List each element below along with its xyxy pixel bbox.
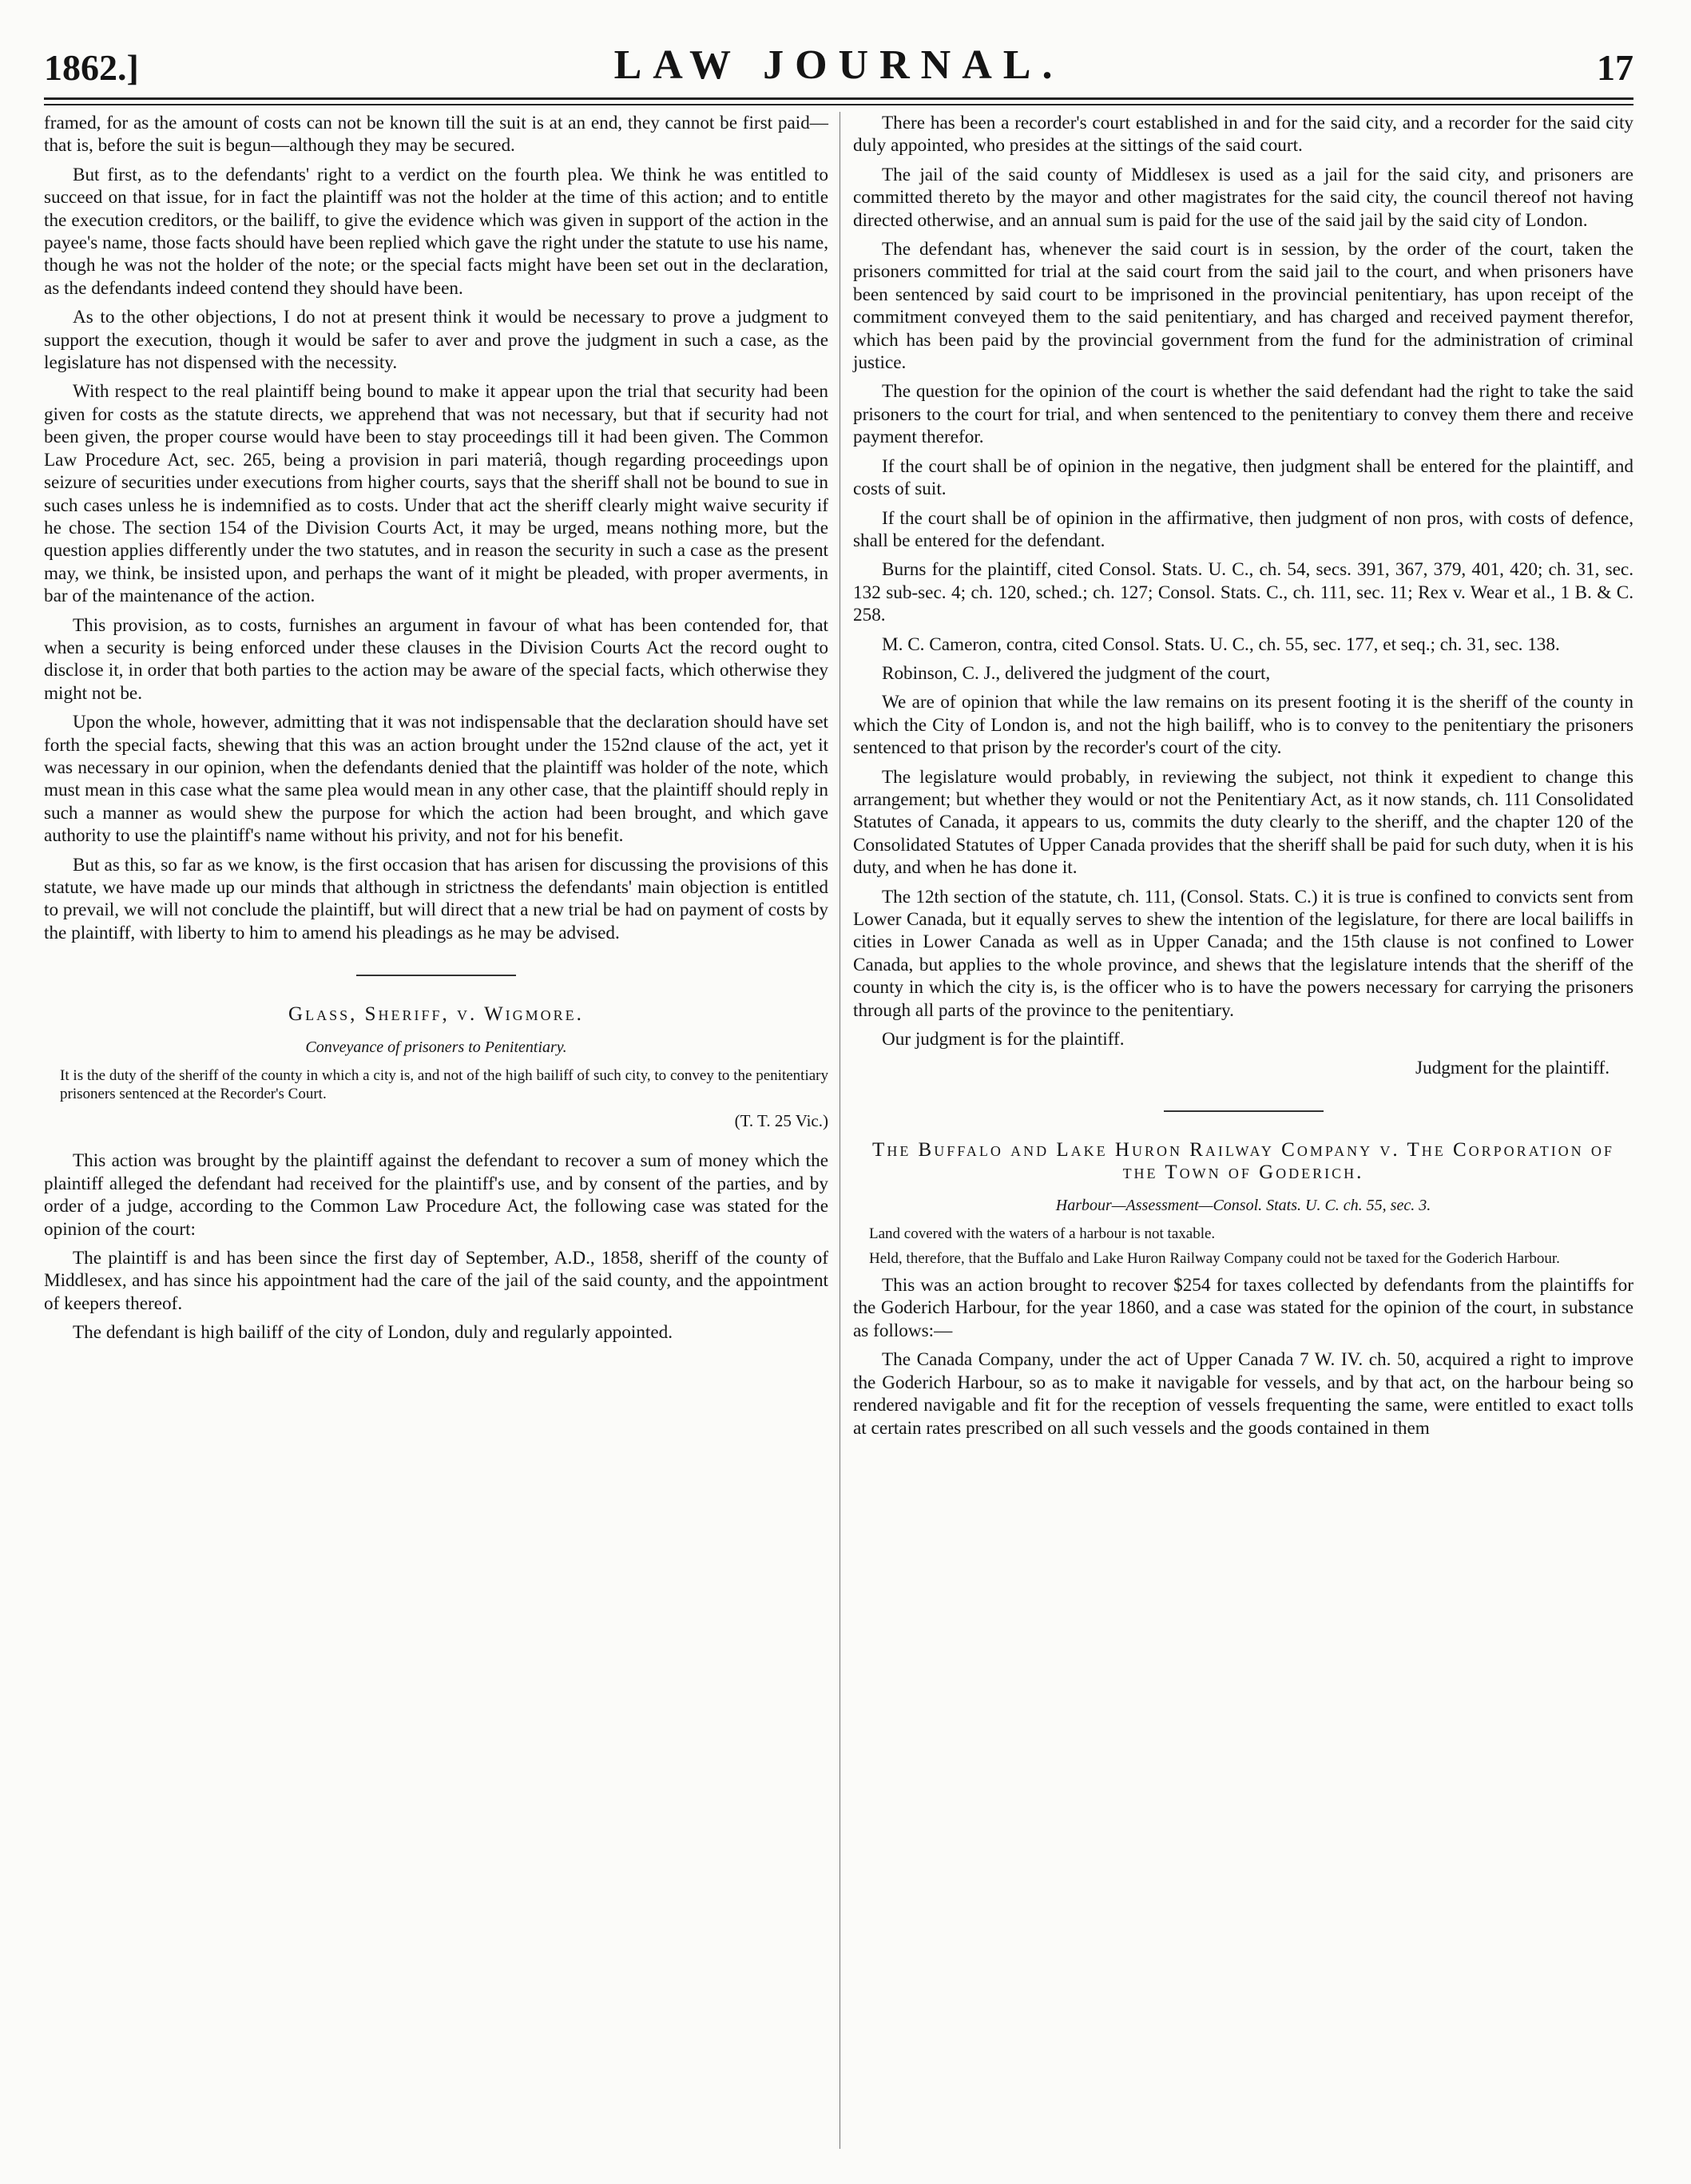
case-separator [1164, 1110, 1324, 1112]
paragraph: framed, for as the amount of costs can not be known till the suit is at an end, they cannot be first paid—that is, before the suit is begun—although they may be secured. [44, 113, 828, 157]
case-headnote: Held, therefore, that the Buffalo and Lake Huron Railway Company could not be taxed for the Goderich Harbour. [869, 1250, 1560, 1268]
paragraph: If the court shall be of opinion in the negative, then judgment shall be entered for the plaintiff, and costs of suit. [853, 455, 1633, 500]
paragraph: The 12th section of the statute, ch. 111, (Consol. Stats. C.) it is true is confined to convicts sent from Lower Canada, but it equally serves to shew the intention of the legislature, for there are local bailiffs in cities in Lower Canada as well as in Upper Canada; and the 15th clause is not confined to Lower Canada, but applies to the whole province, and shews that the legislature intends that the sheriff of the county in which the city is, is the officer who is to have the powers necessary for carrying the prisoners through all parts of the province to the penitentiary. [853, 886, 1633, 1021]
paragraph: This action was brought by the plaintiff against the defendant to recover a sum of money which the plaintiff alleged the defendant had received for the plaintiff's use, and by consent of the parties, and by order of a judge, according to the Common Law Procedure Act, the following case was stated for the opinion of the court: [44, 1150, 828, 1240]
right-column [853, 112, 1633, 1446]
case-headnote: Land covered with the waters of a harbour is not taxable. [869, 1225, 1216, 1243]
paragraph: The defendant has, whenever the said court is in session, by the order of the court, taken the prisoners committed for trial at the said court from the said jail to the court, and when prisoners have been sentenced by said court to be imprisoned in the provincial penitentiary, has upon receipt of the commitment conveyed them to the said penitentiary, and has charged and received payment therefor, which has been paid by the provincial government from the fund for the administration of criminal justice. [853, 239, 1633, 374]
paragraph: As to the other objections, I do not at present think it would be necessary to prove a judgment to support the execution, though it would be safer to aver and prove the judgment in such a case, as the legislature has not dispensed with the necessity. [44, 307, 828, 374]
paragraph: The defendant is high bailiff of the city of London, duly and regularly appointed. [73, 1322, 673, 1344]
page-number: 17 [1597, 47, 1633, 88]
case-title: Glass, Sheriff, v. Wigmore. [288, 1003, 584, 1026]
header-rule [44, 97, 1633, 100]
paragraph: The Canada Company, under the act of Upper Canada 7 W. IV. ch. 50, acquired a right to improve the Goderich Harbour, so as to make it navigable for vessels, and by that act, on the harbour being so rendered navigable and fit for the reception of vessels frequenting the same, were entitled to exact tolls at certain rates prescribed on all such vessels and the goods contained in them [853, 1349, 1633, 1439]
paragraph: Our judgment is for the plaintiff. [882, 1029, 1125, 1050]
paragraph: There has been a recorder's court established in and for the said city, and a recorder for the said city duly appointed, who presides at the sittings of the said court. [853, 113, 1633, 157]
paragraph: This provision, as to costs, furnishes an argument in favour of what has been contended for, that when a security is being enforced under these clauses in the Division Courts Act the record ought to disclose it, in order that both parties to the action may be aware of the special facts, which otherwise they might not be. [44, 614, 828, 704]
paragraph: Upon the whole, however, admitting that it was not indispensable that the declaration should have set forth the special facts, shewing that this was an action brought under the 152nd clause of the act, yet it was necessary in our opinion, when the defendants denied that the plaintiff was holder of the note, which must mean in this case what the same plea would mean in any other case, that the plaintiff should reply in such a manner as would shew the purpose for which the action had been brought, and which gave authority to use the plaintiff's name without his privity, and not for his benefit. [44, 712, 828, 847]
case-citation: (T. T. 25 Vic.) [734, 1111, 828, 1131]
case-headnote: It is the duty of the sheriff of the county in which a city is, and not of the high bailiff of such city, to convey to the penitentiary prisoners sentenced at the Recorder's Court. [60, 1067, 828, 1103]
paragraph: The question for the opinion of the court is whether the said defendant had the right to take the said prisoners to the court for trial, and when sentenced to the penitentiary to convey them there and receive payment therefor. [853, 381, 1633, 448]
paragraph: The jail of the said county of Middlesex is used as a jail for the said city, and prisoners are committed thereto by the mayor and other magistrates for the said city, the council thereof not having directed otherwise, and an annual sum is paid for the use of the said jail by the said city of London. [853, 164, 1633, 231]
paragraph: The legislature would probably, in reviewing the subject, not think it expedient to change this arrangement; but whether they would or not the Penitentiary Act, as it now stands, ch. 111 Consolidated Statutes of Canada, it appears to us, commits the duty clearly to the sheriff, and the chapter 120 of the Consolidated Statutes of Upper Canada provides that the sheriff shall be paid for such duty, when it is his duty, and when he has done it. [853, 766, 1633, 879]
paragraph: If the court shall be of opinion in the affirmative, then judgment of non pros, with costs of defence, shall be entered for the defendant. [853, 507, 1633, 551]
case-subtitle: Conveyance of prisoners to Penitentiary. [305, 1038, 567, 1056]
paragraph: Robinson, C. J., delivered the judgment of the court, [882, 662, 1271, 684]
paragraph: But first, as to the defendants' right to a verdict on the fourth plea. We think he was entitled to succeed on that issue, for in fact the plaintiff was not the holder at the time of this action; and to entitle the execution creditors, or the bailiff, to give the evidence which was given in support of the action in the payee's name, those facts should have been replied which gave the right under the statute to use his name, though he was not the holder of the note; or the special facts might have been set out in the declaration, as the defendants indeed contend they should have been. [44, 164, 828, 299]
paragraph: We are of opinion that while the law remains on its present footing it is the sheriff of the county in which the City of London is, and not the high bailiff, who is to convey to the penitentiary the prisoners sentenced to that prison by the recorder's court of the city. [853, 692, 1633, 759]
case-title: The Buffalo and Lake Huron Railway Company v. The Corporation of the Town of Goderich. [872, 1138, 1614, 1184]
page-header [44, 42, 1633, 97]
paragraph: Burns for the plaintiff, cited Consol. Stats. U. C., ch. 54, secs. 391, 367, 379, 401, 420; ch. 31, sec. 132 sub-sec. 4; ch. 120, sched.; ch. 127; Consol. Stats. C., ch. 111, sec. 11; Rex v. Wear et al., 1 B. & C. 258. [853, 559, 1633, 626]
case-subtitle: Harbour—Assessment—Consol. Stats. U. C. ch. 55, sec. 3. [1055, 1196, 1431, 1214]
paragraph: M. C. Cameron, contra, cited Consol. Stats. U. C., ch. 55, sec. 177, et seq.; ch. 31, sec. 138. [882, 633, 1560, 655]
journal-title: LAW JOURNAL. [613, 42, 1064, 88]
case-separator [356, 975, 516, 976]
paragraph: With respect to the real plaintiff being bound to make it appear upon the trial that security had been given for costs as the statute directs, we apprehend that was not necessary, but that if security had not been given, the proper course would have been to stay proceedings till it had been given. The Common Law Procedure Act, sec. 265, being a provision in pari materiâ, though regarding proceedings upon seizure of securities under executions from higher courts, says that the sheriff shall not be bound to sue in such cases unless he is indemnified as to costs. Under that act the sheriff clearly might waive security if he chose. The section 154 of the Division Courts Act, it may be urged, means nothing more, but the question applies differently under the two statutes, and in reason the security in such a case as the present may, we think, be insisted upon, and perhaps the want of it might be pleaded, with proper averments, in bar of the maintenance of the action. [44, 381, 828, 607]
paragraph: But as this, so far as we know, is the first occasion that has arisen for discussing the provisions of this statute, we have made up our minds that although in strictness the defendants' main objection is entitled to prevail, we will not conclude the plaintiff, but will direct that a new trial be had on payment of costs by the plaintiff, with liberty to him to amend his pleadings as he may be advised. [44, 854, 828, 943]
paragraph: This was an action brought to recover $254 for taxes collected by defendants from the plaintiffs for the Goderich Harbour, for the year 1860, and a case was stated for the opinion of the court, in substance as follows:— [853, 1275, 1633, 1341]
left-column [44, 112, 828, 1351]
header-rule-thin [44, 104, 1633, 105]
header-year: 1862.] [44, 47, 139, 88]
paragraph: The plaintiff is and has been since the first day of September, A.D., 1858, sheriff of the county of Middlesex, and has since his appointment had the care of the jail of the said county, and the appointment of keepers thereof. [44, 1248, 828, 1314]
judgment-line: Judgment for the plaintiff. [1415, 1058, 1610, 1079]
